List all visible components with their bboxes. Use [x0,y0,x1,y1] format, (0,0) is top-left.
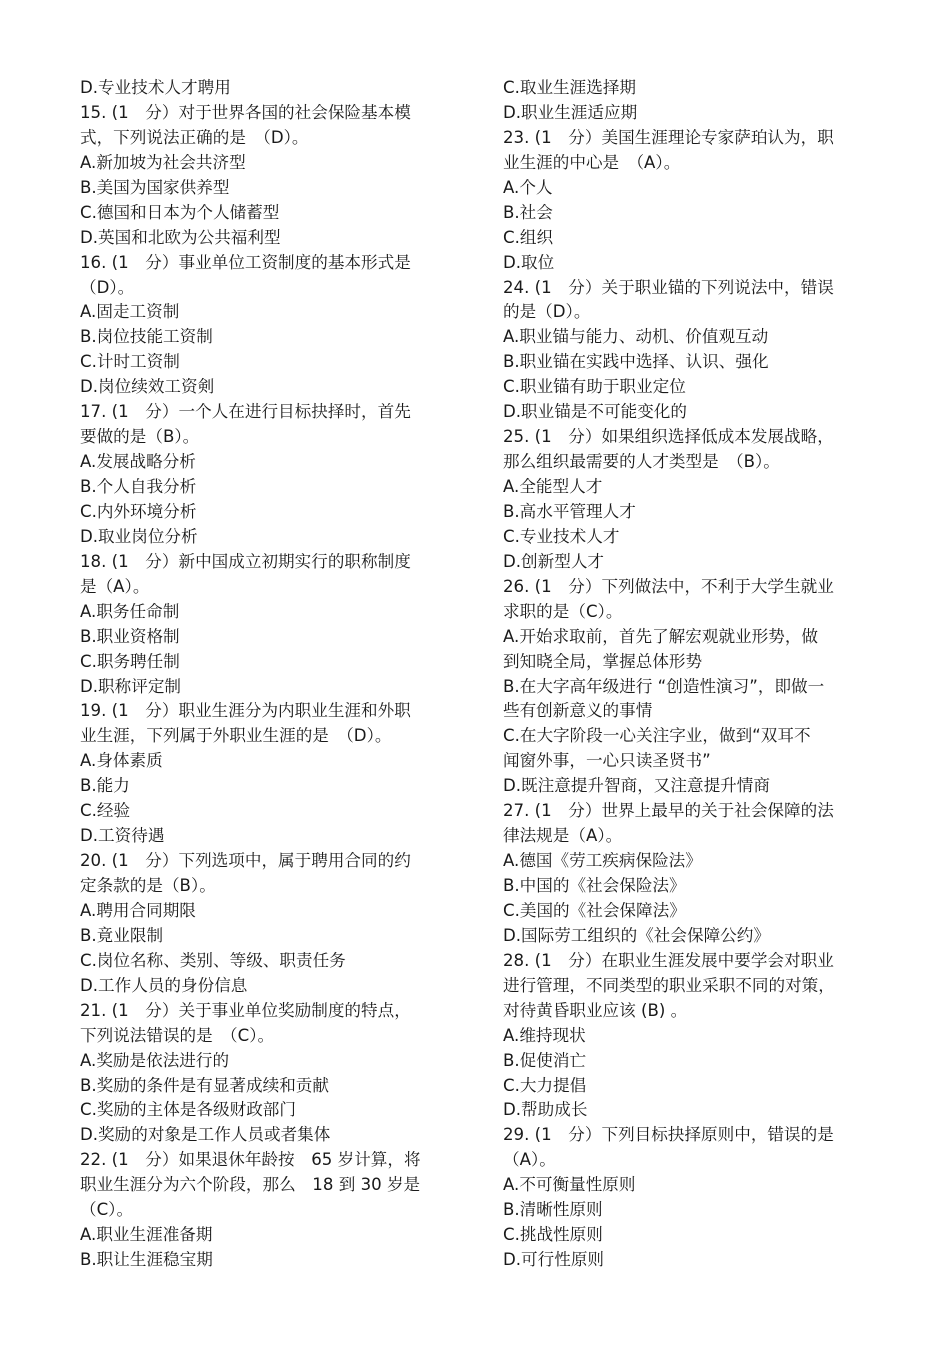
text-line: D.工资待遇 [80,826,165,846]
text-line: A.发展战略分析 [80,452,196,472]
text-line: 职业生涯分为六个阶段，那么 18 到 30 岁是 [80,1175,421,1195]
text-line: B.美国为国家供养型 [80,177,230,197]
text-line: 18. (1 分）新中国成立初期实行的职称制度 [80,551,411,571]
text-line: C.专业技术人才 [503,526,620,546]
text-line: 28. (1 分）在职业生涯发展中要学会对职业 [503,950,834,970]
text-line: A.奖励是依法进行的 [80,1050,230,1070]
text-line: B.在大字高年级进行 “创造性演习”，即做一 [503,676,825,696]
text-line: 25. (1 分）如果组织选择低成本发展战略， [503,427,834,447]
text-line: 业生涯的中心是 （A）。 [503,152,681,172]
text-line: D.帮助成长 [503,1100,588,1120]
text-line: B.个人自我分析 [80,477,197,496]
text-line: 24. (1 分）关于职业锚的下列说法中，错误 [503,277,834,297]
text-line: B.社会 [503,202,553,222]
text-line: D.专业技术人才聘用 [80,78,231,97]
right-column [503,76,869,1273]
text-line: C.挑战性原则 [503,1225,603,1245]
text-line: C.组织 [503,227,554,247]
text-line: D.创新型人才 [503,551,605,571]
text-line: D.职称评定制 [80,676,182,696]
text-line: C.职务聘任制 [80,651,180,671]
text-line: 27. (1 分）世界上最早的关于社会保障的法 [503,801,834,821]
text-line: 17. (1 分）一个人在进行目标抉择时，首先 [80,402,411,422]
text-line: C.经验 [80,801,131,821]
text-line: A.维持现状 [503,1025,586,1045]
text-line: 是（A）。 [80,576,150,596]
text-line: C.德国和日本为个人储蓄型 [80,202,280,222]
text-line: D.职业锚是不可能变化的 [503,402,687,422]
text-line: 23. (1 分）美国生涯理论专家萨珀认为，职 [503,127,834,147]
text-line: C.取业生涯选择期 [503,78,637,97]
text-line: D.岗位续效工资剣 [80,377,215,397]
text-line: 业生涯，下列属于外职业生涯的是 （D）。 [80,726,392,746]
text-line: C.奖励的主体是各级财政部门 [80,1100,296,1120]
text-line: A.职业生涯准备期 [80,1225,213,1245]
text-line: D.国际劳工组织的《社会保障公约》 [503,925,770,945]
text-line: A.固走工资制 [80,302,180,322]
text-line: B.职业资格制 [80,626,180,646]
text-line: 的是（D）。 [503,302,591,322]
text-line: 些有创新意义的事情 [503,701,653,721]
text-line: 29. (1 分）下列目标抉择原则中，错误的是 [503,1125,834,1145]
text-line: D.既注意提升智商，又注意提升情商 [503,776,770,796]
text-line: B.清晰性原则 [503,1200,603,1220]
text-line: 21. (1 分）关于事业单位奖励制度的特点， [80,1000,411,1020]
text-line: B.职业锚在实践中选择、认识、强化 [503,352,769,372]
text-line: C.岗位名称、类别、等级、职责任务 [80,950,346,970]
text-line: 19. (1 分）职业生涯分为内职业生涯和外职 [80,701,411,721]
text-line: B.奖励的条件是有显著成续和贡献 [80,1075,329,1095]
text-line: 闻窗外事，一心只读圣贤书” [503,751,711,771]
text-line: （D）。 [80,277,135,297]
text-line: D.奖励的对象是工作人员或者集体 [80,1125,331,1145]
text-line: B.竟业限制 [80,925,164,945]
text-line: 到知晓全局，掌握总体形势 [503,651,703,671]
text-line: 26. (1 分）下列做法中，不利于大学生就业 [503,576,834,596]
text-line: A.德国《劳工疾病保险法》 [503,851,702,871]
text-line: 对待黄昏职业应该 (B) 。 [503,1000,688,1020]
text-line: B.促使消亡 [503,1050,587,1070]
text-line: A.个人 [503,177,553,197]
text-line: C.在大字阶段一心关注字业，做到“双耳不 [503,726,811,746]
text-line: A.全能型人才 [503,477,603,496]
text-line: A.不可衡量性原则 [503,1175,636,1195]
text-line: B.高水平管理人才 [503,501,636,521]
text-line: D.英国和北欧为公共福利型 [80,227,281,247]
text-line: 式，下列说法正确的是 （D）。 [80,127,309,147]
text-line: A.职务任命制 [80,601,180,621]
text-line: D.职业生涯适应期 [503,102,638,122]
text-line: A.新加坡为社会共济型 [80,152,246,172]
text-line: （A）。 [503,1150,556,1170]
text-line: C.大力提倡 [503,1075,587,1095]
text-line: 下列说法错误的是 （C）。 [80,1025,275,1045]
text-line: 进行管理，不同类型的职业采职不同的对策， [503,975,835,995]
text-line: B.能力 [80,776,130,796]
text-line: 22. (1 分）如果退休年龄按 65 岁计算，将 [80,1150,421,1170]
text-line: （C）。 [80,1200,134,1220]
text-line: C.计时工资制 [80,352,180,372]
text-line: A.身体素质 [80,751,163,771]
text-line: D.取业岗位分析 [80,526,198,546]
text-line: 15. (1 分）对于世界各国的社会保险基本模 [80,102,411,122]
text-line: D.可行性原则 [503,1250,605,1270]
text-line: 定条款的是（B）。 [80,876,216,895]
text-line: 20. (1 分）下列选项中，属于聘用合同的约 [80,851,411,871]
text-line: B.职让生涯稳宝期 [80,1250,213,1270]
text-line: A.开始求取前，首先了解宏观就业形势，做 [503,626,819,646]
text-line: B.中国的《社会保险法》 [503,876,686,895]
text-line: A.聘用合同期限 [80,900,196,920]
text-line: 律法规是（A）。 [503,826,623,846]
text-line: 要做的是（B）。 [80,427,200,447]
text-line: D.工作人员的身份信息 [80,975,248,995]
text-line: C.内外环境分析 [80,501,197,521]
text-line: 那么组织最需要的人才类型是 （B）。 [503,452,780,472]
left-column [80,76,452,1273]
text-line: 16. (1 分）事业单位工资制度的基本形式是 [80,252,411,272]
text-line: A.职业锚与能力、动机、价值观互动 [503,327,769,347]
text-line: C.职业锚有助于职业定位 [503,377,686,397]
text-line: 求职的是（C）。 [503,601,623,621]
text-line: D.取位 [503,252,555,272]
text-line: B.岗位技能工资制 [80,327,213,347]
text-line: C.美国的《社会保障法》 [503,900,686,920]
